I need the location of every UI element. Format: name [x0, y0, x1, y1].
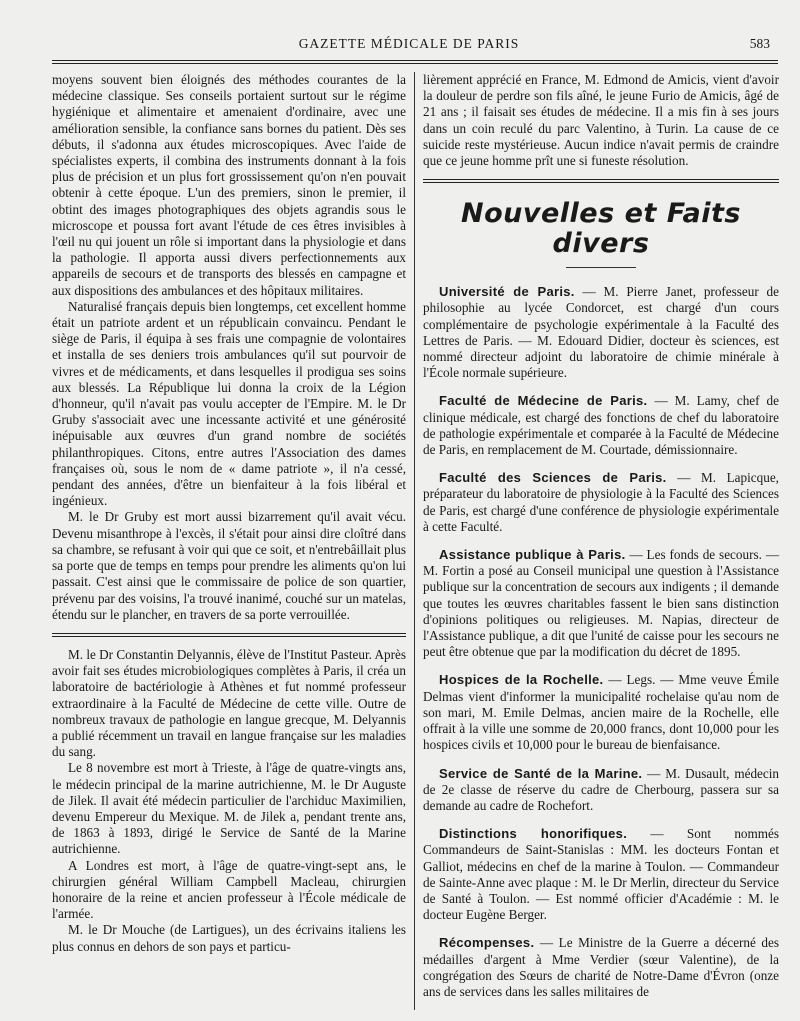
news-entry [423, 935, 779, 1000]
news-entry-text: — Le Ministre de la Guerre a décerné des médailles d'argent à Mme Verdier (sœur Valentine), de la congrégation des Sœurs de charité de Notre-Dame d'Évron (onze ans de services dans les salles militaires de [423, 935, 779, 999]
section-divider [423, 179, 779, 183]
news-entry-text: — Legs. — Mme veuve Émile Delmas vient d'informer la municipalité rochelaise qu'au nom de son mari, M. Emile Delmas, ancien maire de la Rochelle, elle offrait à la ville une somme de 20,000 francs, dont 10,000 pour les hospices civils et 10,000 pour le bureau de bienfaisance. [423, 672, 779, 753]
right-column [423, 72, 779, 1012]
section-divider [52, 633, 406, 637]
column-divider [414, 72, 415, 1010]
news-entries [423, 284, 779, 1000]
news-entry-heading: Université de Paris. [439, 284, 575, 300]
news-entry-text: — M. Lamy, chef de clinique médicale, est chargé des fonctions de chef du laboratoire de pathologie expérimentale et comparée à la Faculté de Médecine de Paris, en remplacement de M. Courtade, démissionnaire. [423, 393, 779, 458]
news-entry-heading: Assistance publique à Paris. [439, 547, 626, 563]
paragraph: A Londres est mort, à l'âge de quatre-vingt-sept ans, le chirurgien général William Campbell Macleau, chirurgien honoraire de la reine et ancien professeur à l'École médicale de l'armée. [52, 857, 406, 922]
news-entry [423, 766, 779, 815]
left-column [52, 72, 406, 955]
news-entry-text: — Les fonds de secours. — M. Fortin a posé au Conseil municipal une question à l'Assistance publique sur la concentration de secours aux indigents ; il demande que toutes les œuvres charitables fassent le bien sans distinction d'opinions politiques ou religieuses. M. Napias, directeur de l'Assistance publique, a dit que l'unité de caisse pour les secours ne peut être obtenue que par la modification du décret de 1895. [423, 547, 780, 660]
page-number: 583 [749, 36, 770, 51]
paragraph: lièrement apprécié en France, M. Edmond de Amicis, vient d'avoir la douleur de perdre son fils aîné, le jeune Furio de Amicis, âgé de 21 ans ; il faisait ses études de médecine. Il a mis fin à ses jours dans un coin reculé du parc Valentino, à Turin. La cause de ce suicide reste mystérieuse. Aucun indice n'avait permis de craindre que ce jeune homme prît une si funeste résolution. [423, 72, 779, 169]
paragraph: moyens souvent bien éloignés des méthodes courantes de la médecine classique. Ses conseils portaient surtout sur le régime hygiénique et alimentaire et amenaient d'ordinaire, avec une amélioration sensible, la confiance sans bornes du patient. Dès ses débuts, il s'adonna aux études microscopiques. Avec l'aide de spécialistes experts, il combina des instruments donnant à la fois plus de précision et un plus fort grossissement qu'on n'en pouvait obtenir à cette époque. L'un des premiers, sinon le premier, il obtint des images photographiques des objets agrandis sous le microscope et poussa fort avant l'étude de ces êtres invisibles à l'œil nu qui jouent un rôle si important dans la physiologie et dans la pathologie. Il apporta aussi divers perfectionnements aux appareils de secours et de transports des blessés en campagne et aux dispositions des ambulances et des hôpitaux militaires. [52, 72, 406, 298]
news-entry [423, 470, 779, 535]
paragraph: Naturalisé français depuis bien longtemps, cet excellent homme était un patriote ardent et un républicain convaincu. Pendant le siège de Paris, il équipa à ses frais une compagnie de volontaires et installa de ses deniers trois ambulances qu'il sut pourvoir de vivres et de médicaments, et dans lesquelles il prodigua ses soins aux blessés. La République lui donna la croix de la Légion d'honneur, qu'il n'avait pas voulu accepter de l'Empire. M. le Dr Gruby s'associait avec une incessante activité et une générosité inépuisable aux œuvres d'un grand nombre de sociétés philanthropiques. Citons, entre autres l'Association des dames françaises où, sous le nom de « dame patriote », il n'a cessé, pendant des années, d'être un bienfaiteur à la fois libéral et ingénieux. [52, 298, 406, 509]
news-entry [423, 672, 779, 753]
news-entry-text: — M. Lapicque, préparateur du laboratoire de physiologie à la Faculté des Sciences de Paris, est chargé d'une conférence de physiologie expérimentale à cette Faculté. [423, 470, 779, 534]
news-entry [423, 826, 779, 923]
news-entry-heading: Faculté des Sciences de Paris. [439, 470, 667, 486]
running-title: GAZETTE MÉDICALE DE PARIS [298, 36, 520, 51]
news-entry-heading: Distinctions honorifiques. [439, 826, 628, 842]
news-entry [423, 284, 779, 381]
paragraph: M. le Dr Constantin Delyannis, élève de l'Institut Pasteur. Après avoir fait ses études microbiologiques complètes à Paris, il créa un laboratoire de bactériologie à Athènes et fut nommé professeur extraordinaire à la Faculté de Médecine de cette ville. Outre de nombreux travaux de pathologie en langue grecque, M. Delyannis a publié récemment un travail en langue française sur les maladies du sang. [52, 646, 406, 760]
paragraph: M. le Dr Gruby est mort aussi bizarrement qu'il avait vécu. Devenu misanthrope à l'excès, il s'était pour ainsi dire cloîtré dans sa chambre, se refusant à voir qui que ce soit, et n'entrebâillait plus sa porte que de temps en temps pour prendre les aliments qu'on lui passait. C'est ainsi que le commissaire de police de son quartier, prévenu par des voisins, l'a trouvé inanimé, couché sur un matelas, étendu sur le plancher, en travers de sa porte verrouillée. [52, 509, 406, 622]
news-entry-heading: Faculté de Médecine de Paris. [439, 393, 648, 409]
news-entry-text: — M. Pierre Janet, professeur de philosophie au lycée Condorcet, est chargé d'un cours complémentaire de psychologie expérimentale à la Faculté des Lettres de Paris. — M. Edouard Didier, docteur ès sciences, est nommé directeur adjoint du laboratoire de chimie minérale à l'École normale supérieure. [423, 284, 780, 381]
news-entry-text: — M. Dusault, médecin de 2e classe de réserve du cadre de Cherbourg, passera sur sa demande au cadre de Rochefort. [423, 765, 780, 813]
header-rule [52, 60, 778, 64]
section-title: Nouvelles et Faits divers [461, 198, 741, 260]
paragraph: M. le Dr Mouche (de Lartigues), un des écrivains italiens les plus connus en dehors de son pays et particu- [52, 922, 406, 954]
page-header [40, 30, 778, 56]
news-entry [423, 393, 779, 458]
news-entry-heading: Hospices de la Rochelle. [439, 672, 604, 688]
title-rule [566, 267, 636, 268]
news-entry-text: — Sont nommés Commandeurs de Saint-Stanislas : MM. les docteurs Fontan et Galliot, médecins en chef de la marine à Toulon. — Commandeur de Sainte-Anne avec plaque : M. le Dr Merlin, directeur du Service de Santé à Toulon. — Est nommé officier d'Académie : M. le docteur Eugène Berger. [423, 826, 780, 923]
news-entry [423, 547, 779, 660]
paragraph: Le 8 novembre est mort à Trieste, à l'âge de quatre-vingts ans, le médecin principal de la marine autrichienne, M. le Dr Auguste de Jilek. Il avait été médecin particulier de l'archiduc Maximilien, devenu Empereur du Mexique. M. de Jilek a, pendant trente ans, de 1863 à 1893, dirigé le Service de Santé de la Marine autrichienne. [52, 760, 406, 857]
news-entry-heading: Service de Santé de la Marine. [439, 765, 643, 781]
news-entry-heading: Récompenses. [439, 935, 535, 951]
